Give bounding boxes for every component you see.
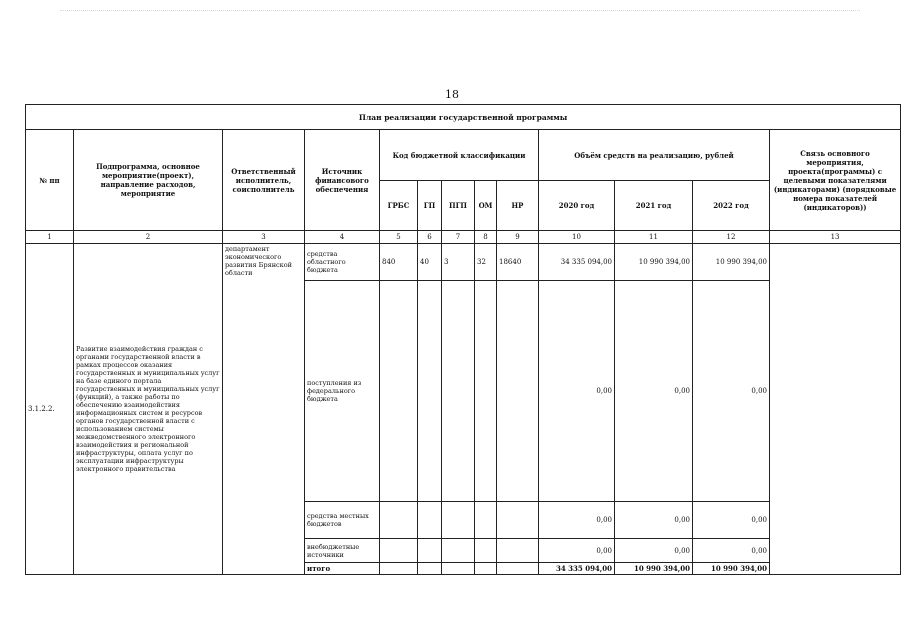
indicator-link-cell — [770, 244, 901, 575]
program-plan-table — [25, 104, 901, 575]
grbs-code: 840 — [380, 244, 418, 281]
funding-source: средства местных бюджетов — [305, 502, 380, 539]
funding-source: средства областного бюджета — [305, 244, 380, 281]
column-number: 13 — [770, 231, 901, 244]
gp-code — [418, 539, 442, 563]
amount-2021: 0,00 — [615, 539, 693, 563]
grbs-code — [380, 563, 418, 575]
row-number: 3.1.2.2. — [26, 244, 74, 575]
np-code — [497, 539, 539, 563]
header-om: ОМ — [475, 181, 497, 231]
amount-2021: 0,00 — [615, 281, 693, 502]
header-volume: Объём средств на реализацию, рублей — [539, 130, 770, 181]
header-2021: 2021 год — [615, 181, 693, 231]
amount-2022: 0,00 — [693, 539, 770, 563]
np-code — [497, 502, 539, 539]
header-source: Источник финансового обеспечения — [305, 130, 380, 231]
column-number: 2 — [74, 231, 223, 244]
header-responsible: Ответственный исполнитель, соисполнитель — [223, 130, 305, 231]
column-number: 1 — [26, 231, 74, 244]
amount-2020: 0,00 — [539, 502, 615, 539]
column-number: 6 — [418, 231, 442, 244]
amount-2022: 0,00 — [693, 502, 770, 539]
column-number: 10 — [539, 231, 615, 244]
table-row — [26, 244, 901, 281]
amount-2020: 0,00 — [539, 281, 615, 502]
header-grbs: ГРБС — [380, 181, 418, 231]
om-code: 32 — [475, 244, 497, 281]
grbs-code — [380, 281, 418, 502]
column-number: 8 — [475, 231, 497, 244]
np-code: 18640 — [497, 244, 539, 281]
responsible-executor: департамент экономического развития Брянской области — [223, 244, 305, 575]
header-2022: 2022 год — [693, 181, 770, 231]
om-code — [475, 563, 497, 575]
column-number: 11 — [615, 231, 693, 244]
total-2021: 10 990 394,00 — [615, 563, 693, 575]
grbs-code — [380, 502, 418, 539]
header-program: Подпрограмма, основное мероприятие(проект), направление расходов, мероприятие — [74, 130, 223, 231]
program-description: Развитие взаимодействия граждан с органами государственной власти в рамках процессов оказания государственных и муниципальных услуг на базе единого портала государственных и муниципальных услуг (функций), а также работы по обеспечению взаимодействия информационных систем и ресурсов органов государственной власти с использованием системы межведомственного электронного взаимодействия и региональной инфраструктуры, оплата услуг по эксплуатации инфраструктуры электронного правительства — [74, 244, 223, 575]
amount-2021: 0,00 — [615, 502, 693, 539]
amount-2020: 34 335 094,00 — [539, 244, 615, 281]
gp-code — [418, 563, 442, 575]
amount-2020: 0,00 — [539, 539, 615, 563]
column-number: 9 — [497, 231, 539, 244]
header-gp: ГП — [418, 181, 442, 231]
amount-2022: 10 990 394,00 — [693, 244, 770, 281]
np-code — [497, 563, 539, 575]
total-label: итого — [305, 563, 380, 575]
pgp-code — [442, 281, 475, 502]
pgp-code: 3 — [442, 244, 475, 281]
column-number: 5 — [380, 231, 418, 244]
pgp-code — [442, 563, 475, 575]
np-code — [497, 281, 539, 502]
column-number: 7 — [442, 231, 475, 244]
amount-2022: 0,00 — [693, 281, 770, 502]
gp-code: 40 — [418, 244, 442, 281]
funding-source: поступления из федерального бюджета — [305, 281, 380, 502]
pgp-code — [442, 502, 475, 539]
scan-artifact — [60, 10, 860, 19]
header-2020: 2020 год — [539, 181, 615, 231]
column-number: 12 — [693, 231, 770, 244]
page-number: 18 — [445, 88, 459, 101]
om-code — [475, 539, 497, 563]
total-2020: 34 335 094,00 — [539, 563, 615, 575]
column-number: 4 — [305, 231, 380, 244]
total-2022: 10 990 394,00 — [693, 563, 770, 575]
column-number-row — [26, 231, 901, 244]
table-title: План реализации государственной программы — [26, 105, 901, 130]
header-num: № пп — [26, 130, 74, 231]
header-pgp: ПГП — [442, 181, 475, 231]
header-indicator-link: Связь основного мероприятия, проекта(программы) с целевыми показателями (индикаторами) (порядковые номера показателей (индикаторов)) — [770, 130, 901, 231]
om-code — [475, 502, 497, 539]
funding-source: внебюджетные источники — [305, 539, 380, 563]
om-code — [475, 281, 497, 502]
pgp-code — [442, 539, 475, 563]
column-number: 3 — [223, 231, 305, 244]
header-np: НР — [497, 181, 539, 231]
gp-code — [418, 502, 442, 539]
grbs-code — [380, 539, 418, 563]
header-budget-code: Код бюджетной классификации — [380, 130, 539, 181]
gp-code — [418, 281, 442, 502]
amount-2021: 10 990 394,00 — [615, 244, 693, 281]
